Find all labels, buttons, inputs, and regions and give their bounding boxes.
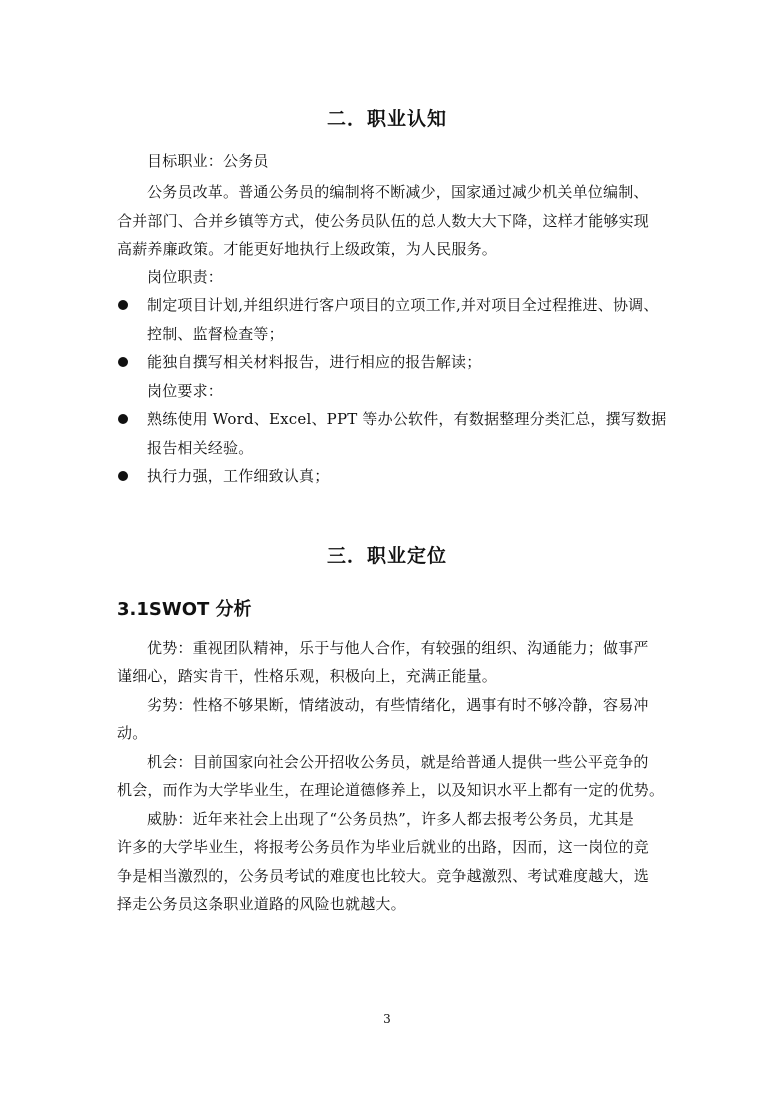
page-number: 3: [383, 1012, 391, 1026]
threats-line: 择走公务员这条职业道路的风险也就越大。: [117, 895, 406, 913]
strengths-line: 谨细心，踏实肯干，性格乐观，积极向上，充满正能量。: [117, 667, 498, 685]
weaknesses-line: 动。: [117, 724, 148, 742]
requirements-label: 岗位要求：: [147, 382, 224, 400]
duty-item-line: 制定项目计划,并组织进行客户项目的立项工作,并对项目全过程推进、协调、: [147, 296, 659, 314]
section-3-heading: 三．职业定位: [326, 545, 447, 567]
bullet-icon: [118, 471, 128, 481]
section-2-heading: 二．职业认知: [326, 108, 447, 130]
target-career-line: 目标职业：公务员: [147, 152, 269, 170]
bullet-icon: [118, 300, 128, 310]
swot-subheading: 3.1SWOT 分析: [117, 599, 252, 620]
duty-item-line: 控制、监督检查等；: [147, 325, 284, 343]
reform-paragraph-line: 公务员改革。普通公务员的编制将不断减少，国家通过减少机关单位编制、: [147, 183, 649, 201]
bullet-icon: [118, 414, 128, 424]
reform-paragraph-line: 合并部门、合并乡镇等方式，使公务员队伍的总人数大大下降，这样才能够实现: [117, 212, 650, 230]
requirement-item-line: 执行力强，工作细致认真；: [147, 467, 330, 485]
threats-line: 许多的大学毕业生，将报考公务员作为毕业后就业的出路，因而，这一岗位的竞: [117, 838, 650, 856]
opportunities-line: 机会：目前国家向社会公开招收公务员，就是给普通人提供一些公平竞争的: [147, 753, 649, 771]
requirement-item-line: 熟练使用 Word、Excel、PPT 等办公软件，有数据整理分类汇总，撰写数据: [147, 410, 667, 428]
strengths-line: 优势：重视团队精神，乐于与他人合作，有较强的组织、沟通能力；做事严: [147, 639, 649, 657]
threats-line: 威胁：近年来社会上出现了“公务员热”，许多人都去报考公务员，尤其是: [147, 810, 634, 828]
duty-item-line: 能独自撰写相关材料报告，进行相应的报告解读；: [147, 353, 482, 371]
threats-line: 争是相当激烈的，公务员考试的难度也比较大。竞争越激烈、考试难度越大，选: [117, 867, 650, 885]
opportunities-line: 机会，而作为大学毕业生，在理论道德修养上，以及知识水平上都有一定的优势。: [117, 781, 665, 799]
duties-label: 岗位职责：: [147, 268, 224, 286]
requirement-item-line: 报告相关经验。: [147, 439, 254, 457]
weaknesses-line: 劣势：性格不够果断，情绪波动，有些情绪化，遇事有时不够冷静，容易冲: [147, 696, 649, 714]
reform-paragraph-line: 高薪养廉政策。才能更好地执行上级政策，为人民服务。: [117, 240, 498, 258]
bullet-icon: [118, 357, 128, 367]
